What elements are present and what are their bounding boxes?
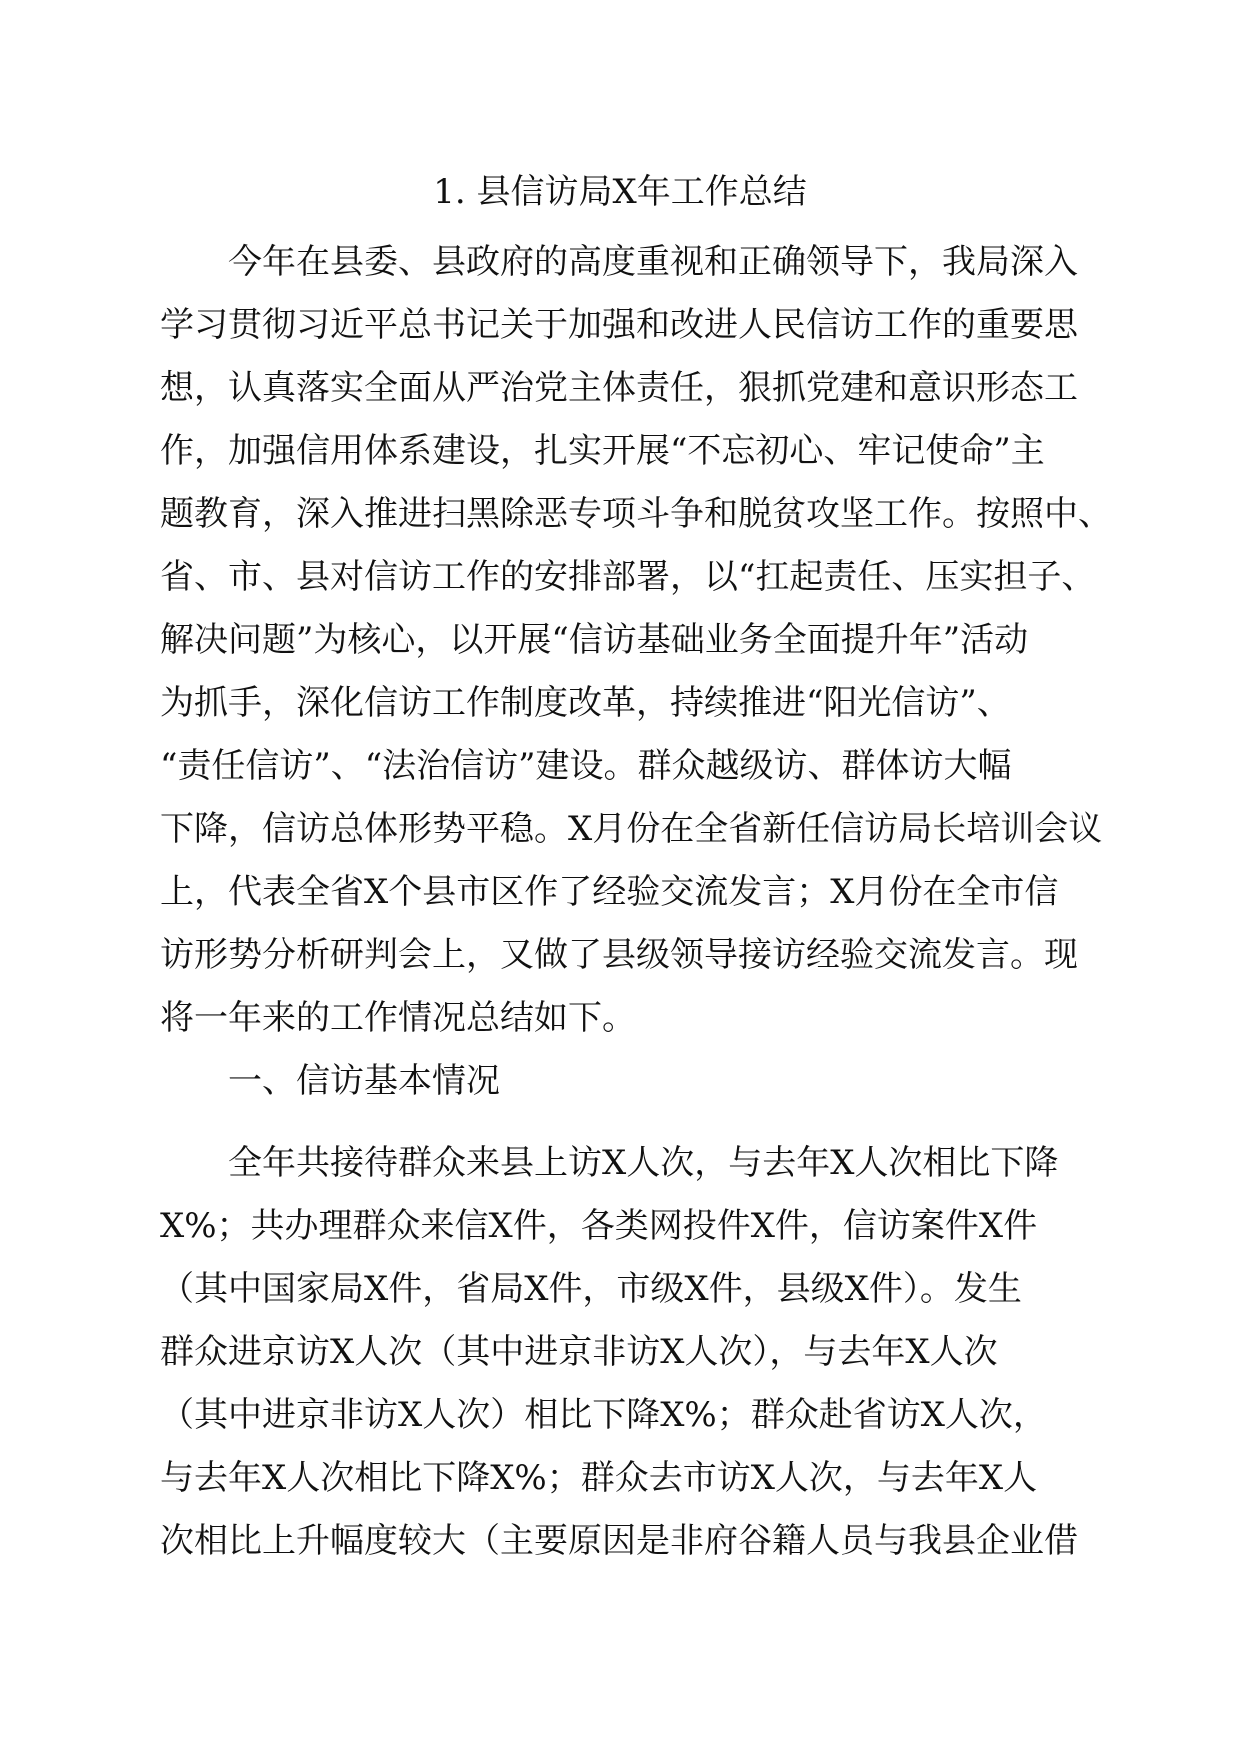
body-line: 上，代表全省X个县市区作了经验交流发言；X月份在全市信 (160, 872, 1059, 912)
body-line: 下降，信访总体形势平稳。X月份在全省新任信访局长培训会议 (160, 809, 1103, 849)
body-line: X%；共办理群众来信X件，各类网投件X件，信访案件X件 (160, 1206, 1038, 1246)
body-line: 学习贯彻习近平总书记关于加强和改进人民信访工作的重要思 (160, 305, 1078, 345)
body-line: 省、市、县对信访工作的安排部署，以“扛起责任、压实担子、 (160, 557, 1096, 597)
body-line: 想，认真落实全面从严治党主体责任，狠抓党建和意识形态工 (160, 368, 1078, 408)
body-line: 次相比上升幅度较大（主要原因是非府谷籍人员与我县企业借 (160, 1521, 1078, 1561)
body-line: 访形势分析研判会上，又做了县级领导接访经验交流发言。现 (160, 935, 1078, 975)
body-line: （其中国家局X件，省局X件，市级X件，县级X件）。发生 (160, 1269, 1022, 1309)
body-line: （其中进京非访X人次）相比下降X%；群众赴省访X人次， (160, 1395, 1047, 1435)
body-line: “责任信访”、“法治信访”建设。群众越级访、群体访大幅 (160, 746, 1012, 786)
page-title: 1. 县信访局X年工作总结 (433, 172, 807, 212)
body-line: 全年共接待群众来县上访X人次，与去年X人次相比下降 (228, 1143, 1059, 1183)
body-line: 解决问题”为核心，以开展“信访基础业务全面提升年”活动 (160, 620, 1029, 660)
body-line: 题教育，深入推进扫黑除恶专项斗争和脱贫攻坚工作。按照中、 (160, 494, 1112, 534)
body-line: 将一年来的工作情况总结如下。 (160, 998, 636, 1038)
body-line: 作，加强信用体系建设，扎实开展“不忘初心、牢记使命”主 (160, 431, 1045, 471)
body-line: 为抓手，深化信访工作制度改革，持续推进“阳光信访”、 (160, 683, 1011, 723)
body-line: 今年在县委、县政府的高度重视和正确领导下，我局深入 (228, 242, 1078, 282)
body-line: 与去年X人次相比下降X%；群众去市访X人次，与去年X人 (160, 1458, 1038, 1498)
section-heading: 一、信访基本情况 (228, 1061, 500, 1101)
body-line: 群众进京访X人次（其中进京非访X人次），与去年X人次 (160, 1332, 998, 1372)
